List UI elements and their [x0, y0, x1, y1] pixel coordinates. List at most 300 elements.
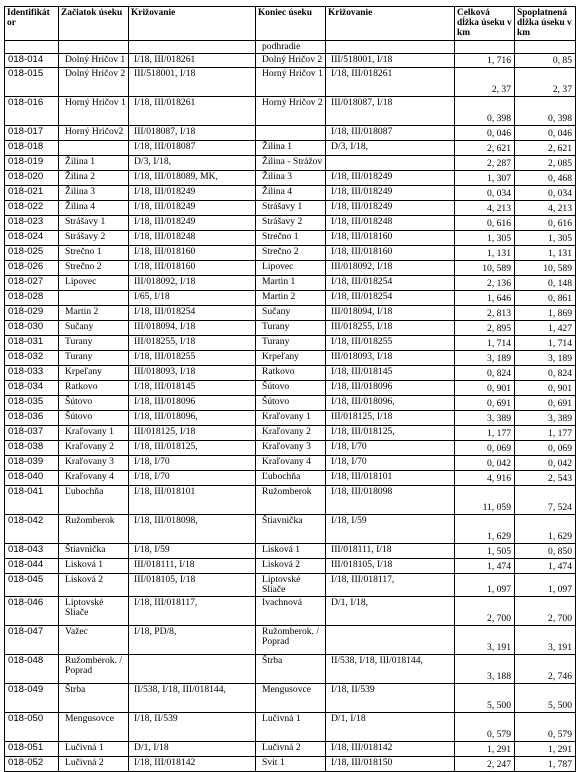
cell-identifier: 018-014: [5, 54, 59, 68]
cell-section-end: Žilina - Strážov: [256, 156, 326, 171]
cell-crossing-start: I/18, III/018096: [129, 396, 256, 411]
cell-section-start: Dolný Hričov 1: [59, 54, 129, 68]
cell-section-end: Svit 1: [256, 757, 326, 772]
cell-section-start: [59, 291, 129, 306]
cell-total-length: 1, 291: [455, 742, 515, 757]
cell-section-end: Lipovec: [256, 261, 326, 276]
table-row: [5, 171, 576, 186]
cell-crossing-start: I/18, PD/8,: [129, 626, 256, 655]
table-row: [5, 216, 576, 231]
cell-section-start: Ľubochňa: [59, 486, 129, 515]
cell-crossing-start: I/18, III/018087: [129, 141, 256, 156]
cell-total-length: 10, 589: [455, 261, 515, 276]
cell-section-start: Šútovo: [59, 411, 129, 426]
table-row: [5, 544, 576, 559]
cell-identifier: 018-035: [5, 396, 59, 411]
cell-total-length: 2, 895: [455, 321, 515, 336]
cell-crossing-end: I/18, III/018142: [326, 742, 455, 757]
cell-tolled-length: 0, 148: [515, 276, 576, 291]
table-row: [5, 141, 576, 156]
cell-tolled-length: 2, 746: [515, 655, 576, 684]
table-row: [5, 261, 576, 276]
cell-section-start: Kraľovany 3: [59, 456, 129, 471]
cell-total-length: 1, 629: [455, 515, 515, 544]
table-row: [5, 757, 576, 772]
cell-total-length: 0, 069: [455, 441, 515, 456]
cell-crossing-start: I/18, III/018145: [129, 381, 256, 396]
cell-section-start: Sučany: [59, 321, 129, 336]
cell-section-end: Ratkovo: [256, 366, 326, 381]
cell-crossing-end: [326, 41, 455, 54]
table-row: [5, 246, 576, 261]
cell-section-start: Strášavy 1: [59, 216, 129, 231]
cell-crossing-start: I/18, III/018249: [129, 216, 256, 231]
cell-crossing-start: I/18, III/018117,: [129, 597, 256, 626]
table-row: [5, 186, 576, 201]
cell-total-length: 3, 191: [455, 626, 515, 655]
cell-section-start: Ružomberok: [59, 515, 129, 544]
cell-total-length: 4, 213: [455, 201, 515, 216]
cell-section-end: Dolný Hričov 2: [256, 54, 326, 68]
cell-crossing-start: I/18, I/70: [129, 456, 256, 471]
cell-total-length: 1, 714: [455, 336, 515, 351]
cell-tolled-length: 2, 085: [515, 156, 576, 171]
col-header-crossing-end: Križovanie: [326, 7, 455, 41]
cell-crossing-start: [129, 655, 256, 684]
table-row: [5, 68, 576, 97]
cell-crossing-end: D/1, I/18,: [326, 597, 455, 626]
cell-crossing-end: III/018092, I/18: [326, 261, 455, 276]
cell-crossing-end: D/1, I/18: [326, 713, 455, 742]
cell-section-end: Žilina 1: [256, 141, 326, 156]
cell-identifier: 018-037: [5, 426, 59, 441]
cell-tolled-length: 2, 700: [515, 597, 576, 626]
cell-section-end: Šútovo: [256, 396, 326, 411]
cell-crossing-start: III/018093, I/18: [129, 366, 256, 381]
cell-crossing-start: I/18, I/70: [129, 471, 256, 486]
cell-total-length: 2, 813: [455, 306, 515, 321]
cell-identifier: 018-048: [5, 655, 59, 684]
cell-crossing-start: I/18, I/59: [129, 544, 256, 559]
cell-crossing-start: I/18, III/018098,: [129, 515, 256, 544]
cell-identifier: [5, 41, 59, 54]
col-header-total-length: Celková dĺžka úseku v km: [455, 7, 515, 41]
cell-total-length: 2, 247: [455, 757, 515, 772]
cell-crossing-end: I/18, III/018249: [326, 171, 455, 186]
cell-tolled-length: 2, 621: [515, 141, 576, 156]
cell-crossing-start: D/1, I/18: [129, 742, 256, 757]
cell-identifier: 018-018: [5, 141, 59, 156]
cell-section-end: Lisková 1: [256, 544, 326, 559]
table-row: [5, 201, 576, 216]
cell-section-end: Štiavnička: [256, 515, 326, 544]
cell-identifier: 018-041: [5, 486, 59, 515]
col-header-crossing-start: Križovanie: [129, 7, 256, 41]
cell-crossing-start: I/18, III/018089, MK,: [129, 171, 256, 186]
cell-crossing-start: D/3, I/18,: [129, 156, 256, 171]
cell-tolled-length: 0, 042: [515, 456, 576, 471]
cell-identifier: 018-043: [5, 544, 59, 559]
cell-tolled-length: 4, 213: [515, 201, 576, 216]
cell-section-end: Lisková 2: [256, 559, 326, 574]
cell-section-end: podhradie: [256, 41, 326, 54]
cell-tolled-length: 5, 500: [515, 684, 576, 713]
cell-identifier: 018-023: [5, 216, 59, 231]
cell-section-end: Žilina 3: [256, 171, 326, 186]
cell-identifier: 018-052: [5, 757, 59, 772]
table-row: [5, 381, 576, 396]
table-row: [5, 515, 576, 544]
cell-crossing-end: I/18, III/018145: [326, 366, 455, 381]
cell-section-start: Ratkovo: [59, 381, 129, 396]
cell-section-start: Turany: [59, 336, 129, 351]
cell-section-end: Štrba: [256, 655, 326, 684]
cell-section-end: Strášavy 1: [256, 201, 326, 216]
cell-tolled-length: 0, 046: [515, 126, 576, 141]
cell-crossing-end: III/018125, I/18: [326, 411, 455, 426]
cell-section-end: Martin 2: [256, 291, 326, 306]
cell-crossing-start: III/018125, I/18: [129, 426, 256, 441]
cell-section-start: Žilina 1: [59, 156, 129, 171]
cell-tolled-length: 2, 543: [515, 471, 576, 486]
cell-tolled-length: 0, 691: [515, 396, 576, 411]
table-row: [5, 336, 576, 351]
col-header-section-start: Začiatok úseku: [59, 7, 129, 41]
cell-crossing-start: I/18, III/018096,: [129, 411, 256, 426]
road-sections-table: [4, 6, 576, 772]
cell-crossing-end: I/18, III/018255: [326, 336, 455, 351]
cell-tolled-length: 3, 189: [515, 351, 576, 366]
cell-total-length: 1, 505: [455, 544, 515, 559]
table-row: [5, 291, 576, 306]
cell-crossing-end: II/538, I/18, III/018144,: [326, 655, 455, 684]
cell-crossing-end: D/3, I/18,: [326, 141, 455, 156]
cell-tolled-length: 1, 869: [515, 306, 576, 321]
cell-section-end: Ružomberok. / Poprad: [256, 626, 326, 655]
cell-tolled-length: 0, 861: [515, 291, 576, 306]
cell-section-end: Kraľovany 4: [256, 456, 326, 471]
cell-tolled-length: [515, 41, 576, 54]
cell-section-end: Ivachnová: [256, 597, 326, 626]
cell-total-length: 11, 059: [455, 486, 515, 515]
cell-section-end: Lučivná 1: [256, 713, 326, 742]
cell-section-start: Mengusovce: [59, 713, 129, 742]
cell-crossing-start: III/018111, I/18: [129, 559, 256, 574]
cell-total-length: 2, 700: [455, 597, 515, 626]
cell-section-start: Krpeľany: [59, 366, 129, 381]
cell-identifier: 018-051: [5, 742, 59, 757]
cell-crossing-start: I/18, III/018255: [129, 351, 256, 366]
cell-identifier: 018-024: [5, 231, 59, 246]
cell-tolled-length: 3, 389: [515, 411, 576, 426]
table-row: [5, 156, 576, 171]
cell-crossing-start: I/18, III/018101: [129, 486, 256, 515]
cell-section-start: [59, 41, 129, 54]
cell-tolled-length: 1, 474: [515, 559, 576, 574]
cell-crossing-end: I/18, III/018117,: [326, 574, 455, 597]
table-row: [5, 713, 576, 742]
table-row: [5, 471, 576, 486]
table-row: [5, 426, 576, 441]
cell-identifier: 018-045: [5, 574, 59, 597]
cell-section-start: Strečno 1: [59, 246, 129, 261]
page: [4, 6, 576, 772]
cell-identifier: 018-042: [5, 515, 59, 544]
cell-section-start: Horný Hričov 1: [59, 97, 129, 126]
cell-tolled-length: 0, 069: [515, 441, 576, 456]
cell-identifier: 018-015: [5, 68, 59, 97]
cell-total-length: 2, 287: [455, 156, 515, 171]
cell-total-length: 1, 131: [455, 246, 515, 261]
cell-tolled-length: 3, 191: [515, 626, 576, 655]
header-row: [5, 7, 576, 41]
cell-identifier: 018-049: [5, 684, 59, 713]
cell-identifier: 018-022: [5, 201, 59, 216]
cell-section-start: Strečno 2: [59, 261, 129, 276]
cell-section-start: Žilina 2: [59, 171, 129, 186]
cell-total-length: 0, 042: [455, 456, 515, 471]
cell-tolled-length: 0, 85: [515, 54, 576, 68]
cell-crossing-end: III/018093, I/18: [326, 351, 455, 366]
cell-tolled-length: 10, 589: [515, 261, 576, 276]
cell-identifier: 018-033: [5, 366, 59, 381]
cell-section-start: [59, 141, 129, 156]
cell-tolled-length: 0, 398: [515, 97, 576, 126]
cell-section-start: Dolný Hričov 2: [59, 68, 129, 97]
cell-identifier: 018-038: [5, 441, 59, 456]
cell-crossing-start: I/18, III/018261: [129, 97, 256, 126]
cell-section-start: Kraľovany 4: [59, 471, 129, 486]
table-row: [5, 396, 576, 411]
cell-total-length: 1, 305: [455, 231, 515, 246]
cell-identifier: 018-021: [5, 186, 59, 201]
cell-section-start: Štiavnička: [59, 544, 129, 559]
cell-identifier: 018-030: [5, 321, 59, 336]
cell-total-length: 3, 188: [455, 655, 515, 684]
cell-section-start: Strášavy 2: [59, 231, 129, 246]
cell-tolled-length: 0, 824: [515, 366, 576, 381]
cell-total-length: 0, 034: [455, 186, 515, 201]
cell-section-start: Lisková 1: [59, 559, 129, 574]
cell-section-end: Turany: [256, 321, 326, 336]
table-row: [5, 351, 576, 366]
cell-total-length: 0, 824: [455, 366, 515, 381]
table-row: [5, 441, 576, 456]
cell-section-start: Kraľovany 1: [59, 426, 129, 441]
cell-identifier: 018-020: [5, 171, 59, 186]
cell-total-length: 1, 177: [455, 426, 515, 441]
cell-tolled-length: 0, 901: [515, 381, 576, 396]
cell-crossing-end: I/18, III/018087: [326, 126, 455, 141]
cell-crossing-start: I/18, III/018261: [129, 54, 256, 68]
cell-total-length: 5, 500: [455, 684, 515, 713]
cell-section-end: Strášavy 2: [256, 216, 326, 231]
table-row: [5, 486, 576, 515]
cell-section-end: Šútovo: [256, 381, 326, 396]
table-row: [5, 684, 576, 713]
cell-tolled-length: 2, 37: [515, 68, 576, 97]
table-row: [5, 97, 576, 126]
cell-crossing-start: I/18, III/018249: [129, 186, 256, 201]
cell-section-end: Krpeľany: [256, 351, 326, 366]
cell-total-length: 0, 579: [455, 713, 515, 742]
col-header-identifier: Identifikát or: [5, 7, 59, 41]
cell-section-end: Liptovské Sliače: [256, 574, 326, 597]
table-row: [5, 597, 576, 626]
cell-crossing-start: III/518001, I/18: [129, 68, 256, 97]
cell-section-end: Kraľovany 1: [256, 411, 326, 426]
cell-crossing-end: I/18, III/018254: [326, 276, 455, 291]
cell-tolled-length: 7, 524: [515, 486, 576, 515]
cell-section-end: Horný Hričov 1: [256, 68, 326, 97]
cell-crossing-start: I/18, II/539: [129, 713, 256, 742]
cell-section-end: Kraľovany 2: [256, 426, 326, 441]
cell-total-length: 2, 621: [455, 141, 515, 156]
cell-crossing-end: I/18, III/018101: [326, 471, 455, 486]
cell-tolled-length: 1, 427: [515, 321, 576, 336]
cell-section-start: Važec: [59, 626, 129, 655]
cell-crossing-end: III/018094, I/18: [326, 306, 455, 321]
cell-crossing-end: I/18, III/018160: [326, 231, 455, 246]
cell-identifier: 018-017: [5, 126, 59, 141]
cell-crossing-end: I/18, III/018248: [326, 216, 455, 231]
cell-crossing-start: III/018255, I/18: [129, 336, 256, 351]
cell-identifier: 018-028: [5, 291, 59, 306]
cell-total-length: 1, 307: [455, 171, 515, 186]
table-row: [5, 559, 576, 574]
table-row: [5, 574, 576, 597]
cell-tolled-length: 0, 034: [515, 186, 576, 201]
cell-crossing-end: I/18, III/018254: [326, 291, 455, 306]
cell-section-start: Martin 2: [59, 306, 129, 321]
cell-section-start: Lučivná 2: [59, 757, 129, 772]
cell-total-length: 0, 616: [455, 216, 515, 231]
cell-crossing-start: III/018092, I/18: [129, 276, 256, 291]
cell-identifier: 018-032: [5, 351, 59, 366]
table-row: [5, 306, 576, 321]
table-row: [5, 321, 576, 336]
table-row: [5, 231, 576, 246]
cell-section-end: Žilina 4: [256, 186, 326, 201]
cell-identifier: 018-026: [5, 261, 59, 276]
cell-tolled-length: 1, 131: [515, 246, 576, 261]
cell-total-length: 0, 691: [455, 396, 515, 411]
cell-section-start: Žilina 3: [59, 186, 129, 201]
cell-crossing-end: III/018255, I/18: [326, 321, 455, 336]
cell-section-start: Lučivná 1: [59, 742, 129, 757]
cell-tolled-length: 1, 714: [515, 336, 576, 351]
cell-tolled-length: 0, 579: [515, 713, 576, 742]
table-row: [5, 41, 576, 54]
cell-total-length: 0, 046: [455, 126, 515, 141]
cell-total-length: 4, 916: [455, 471, 515, 486]
cell-section-end: [256, 126, 326, 141]
cell-crossing-end: [326, 156, 455, 171]
cell-tolled-length: 1, 291: [515, 742, 576, 757]
cell-section-start: Lipovec: [59, 276, 129, 291]
cell-identifier: 018-025: [5, 246, 59, 261]
cell-tolled-length: 1, 629: [515, 515, 576, 544]
cell-total-length: 1, 097: [455, 574, 515, 597]
cell-identifier: 018-044: [5, 559, 59, 574]
cell-section-end: Lučivná 2: [256, 742, 326, 757]
cell-tolled-length: 0, 468: [515, 171, 576, 186]
table-row: [5, 742, 576, 757]
col-header-section-end: Koniec úseku: [256, 7, 326, 41]
cell-section-start: Ružomberok. / Poprad: [59, 655, 129, 684]
cell-tolled-length: 1, 787: [515, 757, 576, 772]
cell-crossing-start: I/18, III/018142: [129, 757, 256, 772]
cell-crossing-end: I/18, II/539: [326, 684, 455, 713]
cell-crossing-end: I/18, I/70: [326, 441, 455, 456]
cell-total-length: 3, 389: [455, 411, 515, 426]
cell-tolled-length: 0, 616: [515, 216, 576, 231]
cell-crossing-start: I/18, III/018248: [129, 231, 256, 246]
cell-identifier: 018-050: [5, 713, 59, 742]
cell-identifier: 018-039: [5, 456, 59, 471]
table-row: [5, 626, 576, 655]
cell-crossing-end: III/018105, I/18: [326, 559, 455, 574]
table-row: [5, 456, 576, 471]
cell-section-end: Strečno 2: [256, 246, 326, 261]
cell-identifier: 018-029: [5, 306, 59, 321]
cell-section-start: Žilina 4: [59, 201, 129, 216]
cell-crossing-end: I/18, III/018261: [326, 68, 455, 97]
cell-section-end: Horný Hričov 2: [256, 97, 326, 126]
col-header-tolled-length: Spoplatnená dĺžka úseku v km: [515, 7, 576, 41]
cell-section-end: Ružomberok: [256, 486, 326, 515]
cell-crossing-end: III/018111, I/18: [326, 544, 455, 559]
cell-identifier: 018-036: [5, 411, 59, 426]
cell-section-start: Lisková 2: [59, 574, 129, 597]
cell-tolled-length: 1, 177: [515, 426, 576, 441]
cell-identifier: 018-034: [5, 381, 59, 396]
cell-tolled-length: 1, 097: [515, 574, 576, 597]
cell-total-length: 0, 398: [455, 97, 515, 126]
cell-crossing-end: [326, 626, 455, 655]
cell-identifier: 018-016: [5, 97, 59, 126]
cell-section-end: Mengusovce: [256, 684, 326, 713]
cell-crossing-end: I/18, III/018160: [326, 246, 455, 261]
cell-crossing-end: III/018087, I/18: [326, 97, 455, 126]
cell-crossing-start: III/018087, I/18: [129, 126, 256, 141]
cell-section-end: Ľubochňa: [256, 471, 326, 486]
cell-crossing-end: I/18, III/018150: [326, 757, 455, 772]
cell-crossing-start: I/18, III/018160: [129, 246, 256, 261]
cell-crossing-end: I/18, III/018249: [326, 186, 455, 201]
cell-crossing-start: I/65, I/18: [129, 291, 256, 306]
cell-section-start: Kraľovany 2: [59, 441, 129, 456]
cell-crossing-start: I/18, III/018254: [129, 306, 256, 321]
cell-crossing-end: I/18, III/018096: [326, 381, 455, 396]
cell-tolled-length: 0, 850: [515, 544, 576, 559]
table-row: [5, 655, 576, 684]
cell-total-length: 2, 37: [455, 68, 515, 97]
cell-identifier: 018-046: [5, 597, 59, 626]
cell-crossing-end: I/18, III/018098: [326, 486, 455, 515]
cell-total-length: [455, 41, 515, 54]
cell-crossing-end: I/18, III/018249: [326, 201, 455, 216]
cell-section-start: Horný Hričov2: [59, 126, 129, 141]
cell-section-start: Turany: [59, 351, 129, 366]
cell-section-end: Sučany: [256, 306, 326, 321]
cell-crossing-start: III/018094, I/18: [129, 321, 256, 336]
cell-identifier: 018-047: [5, 626, 59, 655]
cell-crossing-end: I/18, I/70: [326, 456, 455, 471]
cell-section-end: Martin 1: [256, 276, 326, 291]
cell-section-end: Strečno 1: [256, 231, 326, 246]
cell-section-start: Šútovo: [59, 396, 129, 411]
